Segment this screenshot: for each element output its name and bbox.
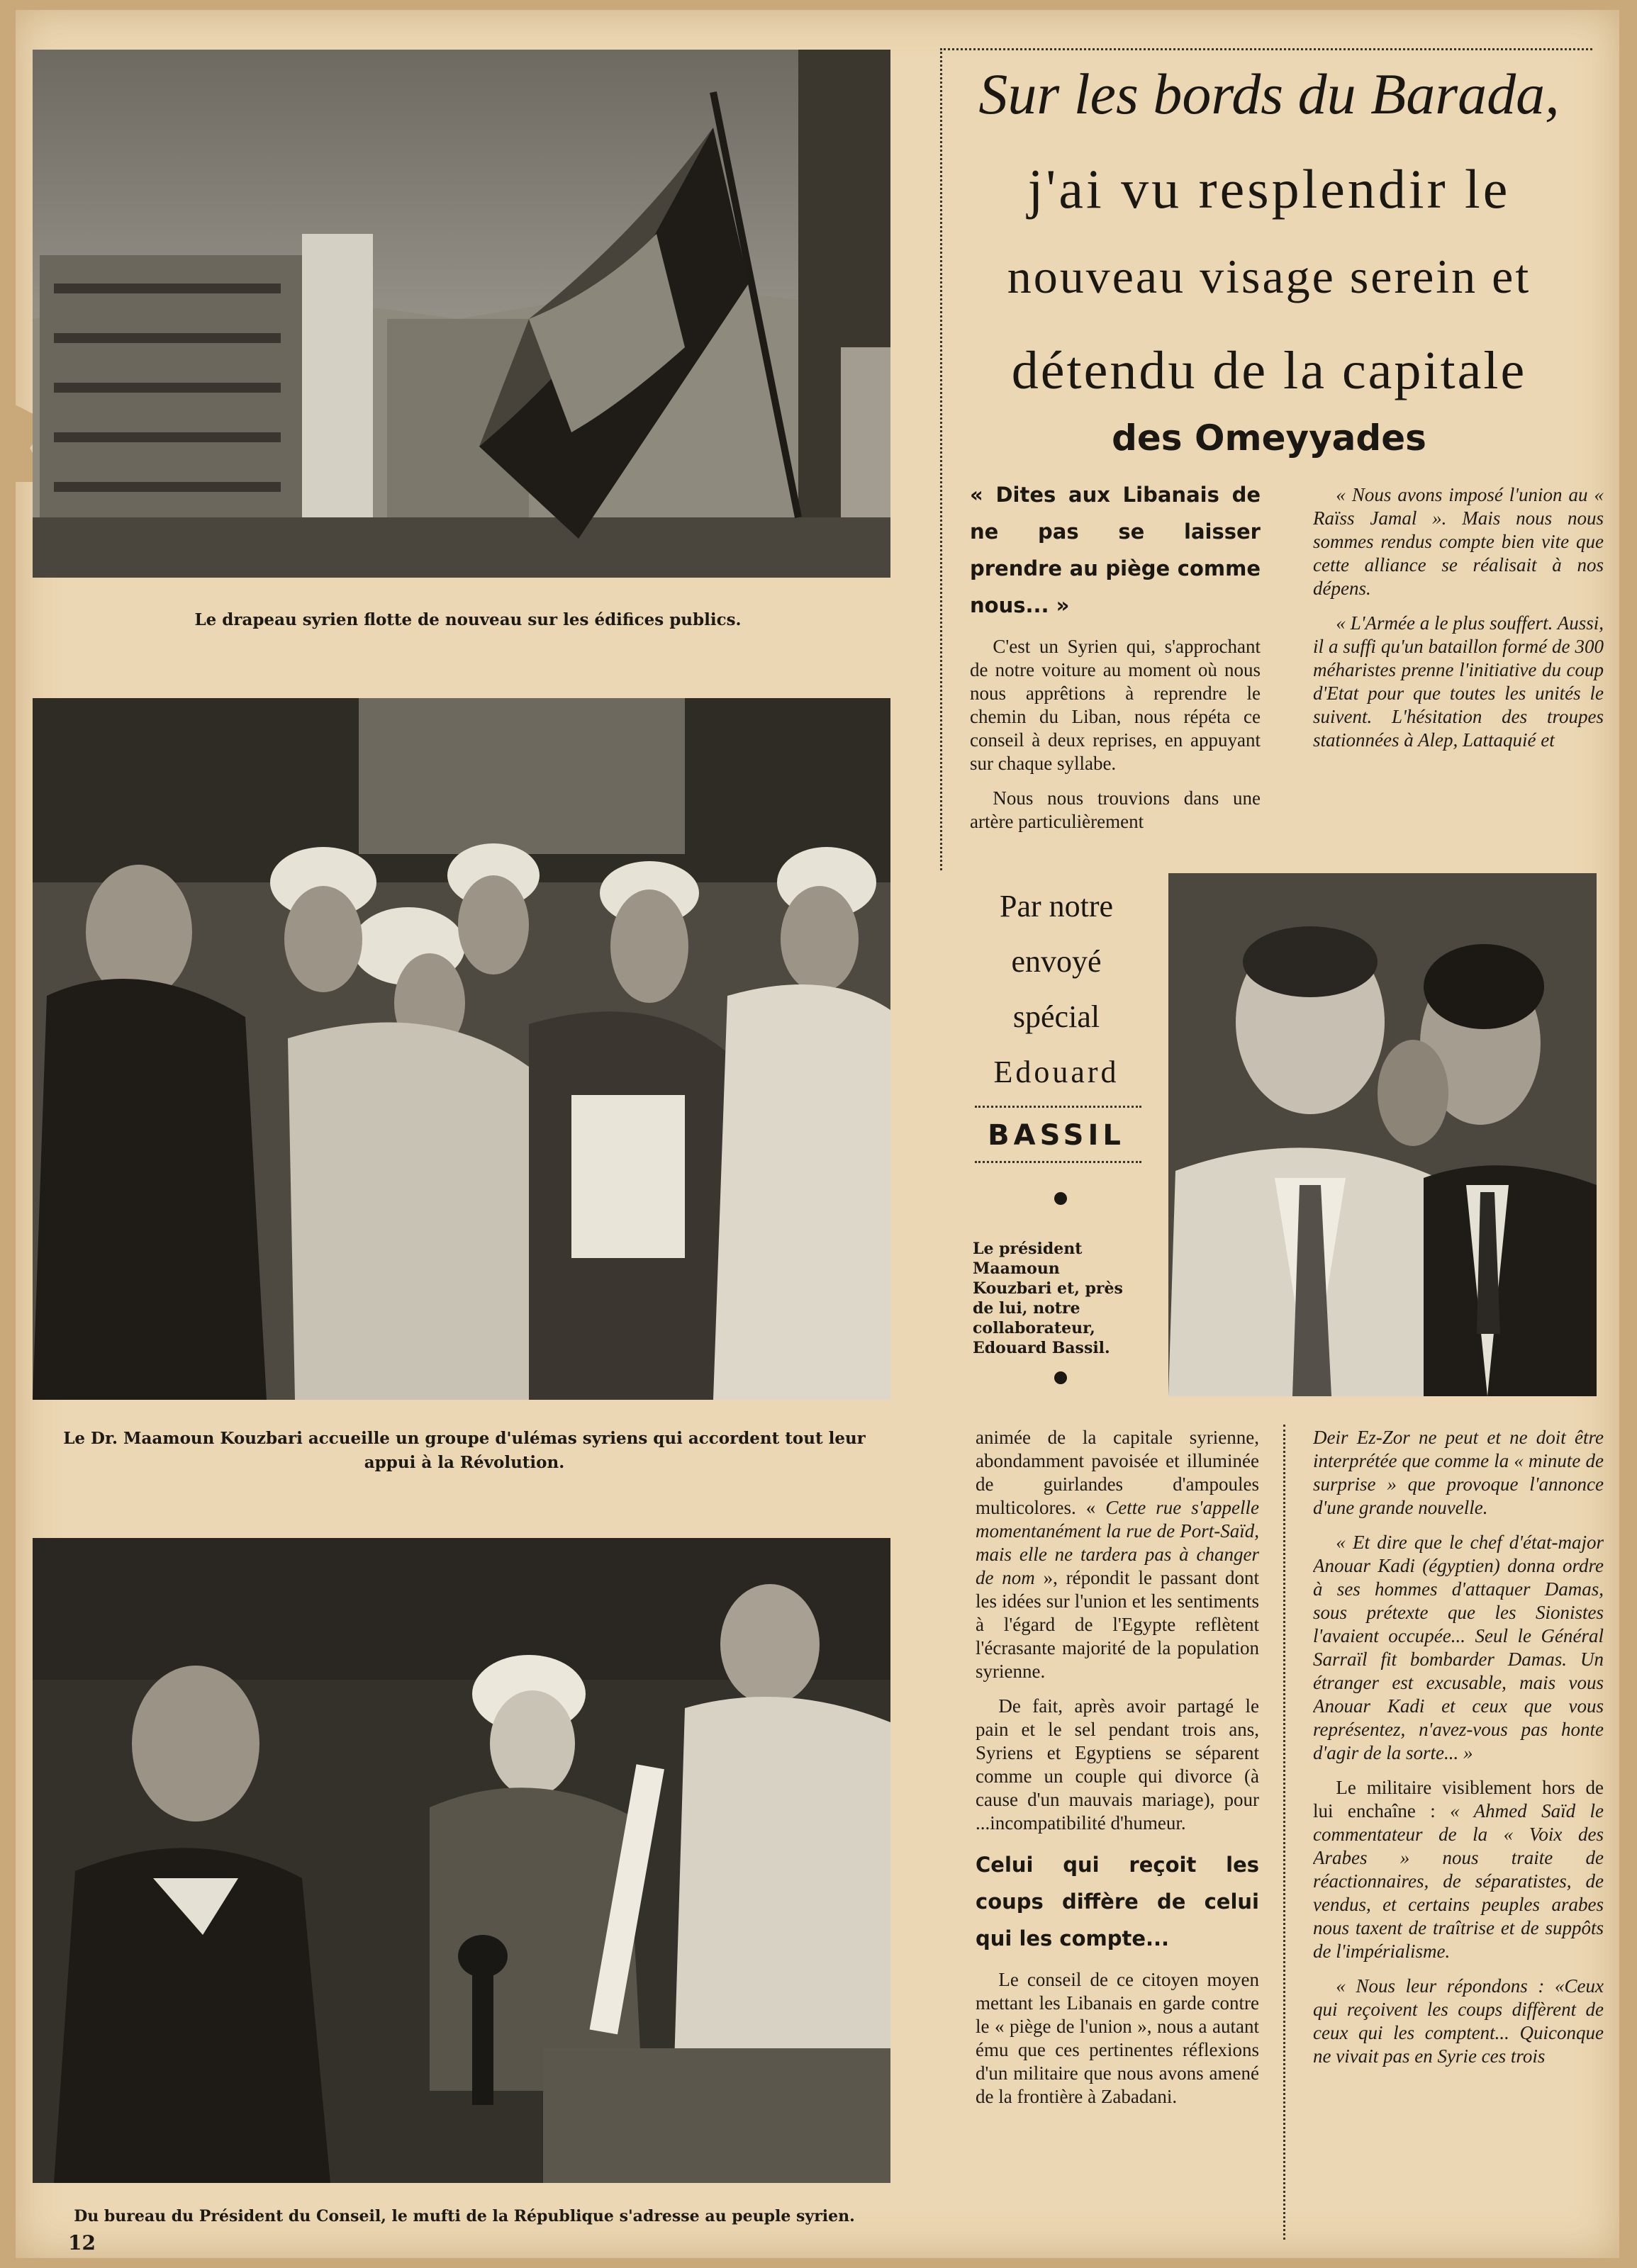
headline-line-1: Sur les bords du Barada, [978, 62, 1560, 126]
paragraph: Deir Ez-Zor ne peut et ne doit être interprétée que comme la « minute de surprise » que provoque l'annonce d'une grande nouvelle. [1313, 1427, 1604, 1518]
caption-photo-kouzbari: Le président Maamoun Kouzbari et, près de lui, notre collaborateur, Edouard Bassil. [973, 1240, 1123, 1357]
headline-line-5: des Omeyyades [1112, 417, 1426, 459]
article-column-2-top [1313, 483, 1604, 845]
paragraph: De fait, après avoir partagé le pain et le sel pendant trois ans, Syriens et Egyptiens se séparent comme un couple qui divorce (à cause d'un mauvais mariage), pour ...incompatibilité d'humeur. [976, 1695, 1259, 1834]
headline-top-rule [940, 48, 1592, 50]
photo-ulemas-group [33, 698, 890, 1400]
paragraph: « Et dire que le chef d'état-major Anouar Kadi (égyptien) donna ordre à ses hommes d'attaquer Damas, sous prétexte que les Sionistes l'avaient occupée... Seul le Général Sarraïl fit bombarder Damas. Un étranger est excusable, mais vous Anouar Kadi et ceux que vous représentez, n'avez-vous pas honte d'agir de la sorte... » [1313, 1532, 1604, 1763]
paragraph: « L'Armée a le plus souffert. Aussi, il a suffi qu'un bataillon formé de 300 méharistes prenne l'initiative du coup d'Etat pour que toutes les unités le suivent. L'hésitation des troupes stationnées à Alep, Lattaquié et [1313, 612, 1604, 751]
text-span-italic: Cette rue s'appelle momentanément la rue de Port-Saïd, mais elle ne tardera pas à changer de nom [976, 1497, 1259, 1588]
headline-left-rule [940, 48, 942, 870]
text-span-italic: « Ahmed Saïd le commentateur de la « Voix des Arabes » nous traite de réactionnaires, de séparatistes, de vendus, et certains peuples arabes nous taxent de traîtrise et de suppôts de l'impérialisme. [1313, 1800, 1604, 1962]
article-column-2-bottom [1313, 1426, 1604, 2248]
paragraph: Nous nous trouvions dans une artère particulièrement [970, 787, 1261, 832]
paragraph [1313, 1776, 1604, 1963]
paragraph: C'est un Syrien qui, s'approchant de notre voiture au moment où nous nous apprêtions à reprendre le chemin du Liban, nous répéta ce conseil à deux reprises, en appuyant sur chaque syllabe. [970, 636, 1261, 774]
caption-photo-ulemas: Le Dr. Maamoun Kouzbari accueille un groupe d'ulémas syriens qui accordent tout leur appui à la Révolution. [63, 1429, 866, 1472]
paragraph: Le conseil de ce citoyen moyen mettant les Libanais en garde contre le « piège de l'union », nous a autant ému que ces pertinentes réflexions d'un militaire que nous avons amené de la frontière à Zabadani. [976, 1969, 1259, 2107]
subhead-coups: Celui qui reçoit les coups diffère de celui qui les compte... [976, 1853, 1259, 1950]
article-column-1-bottom [976, 1426, 1259, 2248]
caption-photo-mufti: Du bureau du Président du Conseil, le mufti de la République s'adresse au peuple syrien. [74, 2207, 855, 2225]
bullet-dot [1054, 1192, 1067, 1205]
headline-line-2: j'ai vu resplendir le [1027, 158, 1511, 220]
paragraph [976, 1426, 1259, 1683]
paragraph: « Nous avons imposé l'union au « Raïss Jamal ». Mais nous nous sommes rendus compte bien vite que cette alliance se réalisait à nos dépens. [1313, 484, 1604, 599]
text-span: animée de la capitale syrienne, abondamment pavoisée et illuminée de guirlandes d'ampoules multicolores. « [976, 1427, 1259, 1518]
page-number: 12 [68, 2231, 96, 2255]
byline-line-5: BASSIL [988, 1119, 1125, 1152]
headline-line-4: détendu de la capitale [1011, 341, 1527, 400]
byline-line-2: envoyé [1011, 944, 1102, 979]
byline-line-3: spécial [1012, 999, 1100, 1034]
photo-mufti-address [33, 1538, 890, 2183]
caption-photo-flag: Le drapeau syrien flotte de nouveau sur les édifices publics. [194, 610, 742, 629]
text-span: », répondit le passant dont les idées sur l'union et les sentiments à l'égard de l'Egypte reflètent l'écrasante majorité de la population syrienne. [976, 1567, 1259, 1682]
bullet-dot [1054, 1371, 1067, 1384]
column-divider [1283, 1425, 1285, 2240]
byline-line-4: Edouard [993, 1055, 1119, 1089]
subhead-libanais: « Dites aux Libanais de ne pas se laisser prendre au piège comme nous... » [970, 483, 1261, 617]
photo-syrian-flag [33, 50, 890, 578]
byline-rule-bottom [975, 1161, 1141, 1163]
article-column-1-top [970, 476, 1261, 845]
byline-line-1: Par notre [999, 889, 1114, 924]
paragraph: « Nous leur répondons : «Ceux qui reçoivent les coups diffèrent de ceux qui les comptent... Quiconque ne vivait pas en Syrie ces trois [1313, 1975, 1604, 2067]
photo-kouzbari-bassil [1168, 873, 1597, 1396]
text-span: Le militaire visiblement hors de lui enchaîne : [1313, 1777, 1604, 1821]
headline-line-3: nouveau visage serein et [1007, 249, 1531, 303]
